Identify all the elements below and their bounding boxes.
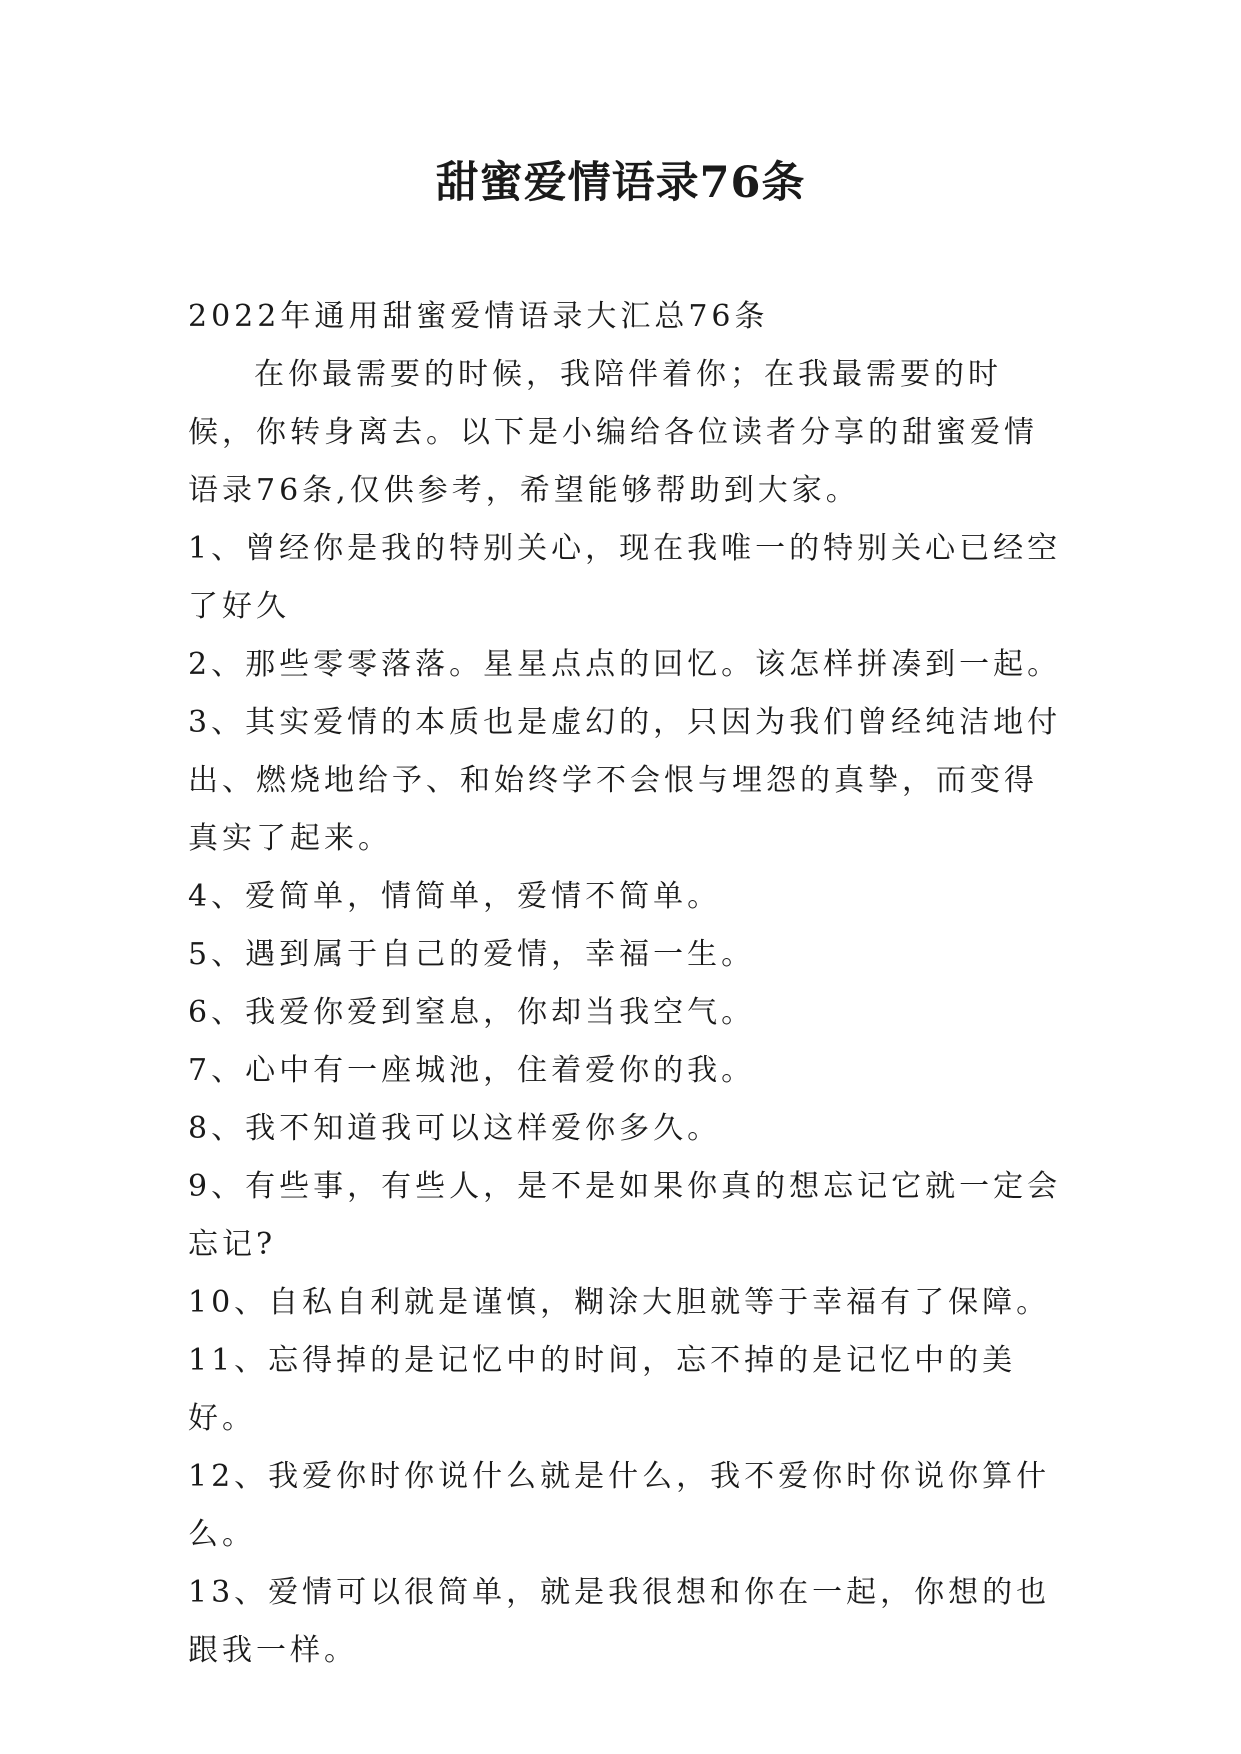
document-body xyxy=(188,288,1068,1680)
list-item: 1、曾经你是我的特别关心，现在我唯一的特别关心已经空了好久 xyxy=(188,531,1062,624)
list-item: 7、心中有一座城池，住着爱你的我。 xyxy=(188,1053,756,1088)
intro-paragraph: 在你最需要的时候，我陪伴着你；在我最需要的时候，你转身离去。以下是小编给各位读者分享的甜蜜爱情语录76条,仅供参考，希望能够帮助到大家。 xyxy=(188,357,1038,508)
list-item: 8、我不知道我可以这样爱你多久。 xyxy=(188,1111,722,1146)
document-title: 甜蜜爱情语录76条 xyxy=(435,158,806,208)
list-item: 2、那些零零落落。星星点点的回忆。该怎样拼凑到一起。 xyxy=(188,647,1062,682)
list-item: 13、爱情可以很简单，就是我很想和你在一起，你想的也跟我一样。 xyxy=(188,1575,1051,1668)
list-item: 6、我爱你爱到窒息，你却当我空气。 xyxy=(188,995,756,1030)
list-item: 12、我爱你时你说什么就是什么，我不爱你时你说你算什么。 xyxy=(188,1459,1051,1552)
list-item: 3、其实爱情的本质也是虚幻的，只因为我们曾经纯洁地付出、燃烧地给予、和始终学不会恨与埋怨的真挚，而变得真实了起来。 xyxy=(188,705,1062,856)
list-item: 5、遇到属于自己的爱情，幸福一生。 xyxy=(188,937,756,972)
document-subtitle: 2022年通用甜蜜爱情语录大汇总76条 xyxy=(188,299,769,334)
list-item: 11、忘得掉的是记忆中的时间，忘不掉的是记忆中的美好。 xyxy=(188,1343,1017,1436)
list-item: 9、有些事，有些人，是不是如果你真的想忘记它就一定会忘记? xyxy=(188,1169,1062,1262)
list-item: 10、自私自利就是谨慎，糊涂大胆就等于幸福有了保障。 xyxy=(188,1285,1051,1320)
list-item: 4、爱简单，情简单，爱情不简单。 xyxy=(188,879,722,914)
